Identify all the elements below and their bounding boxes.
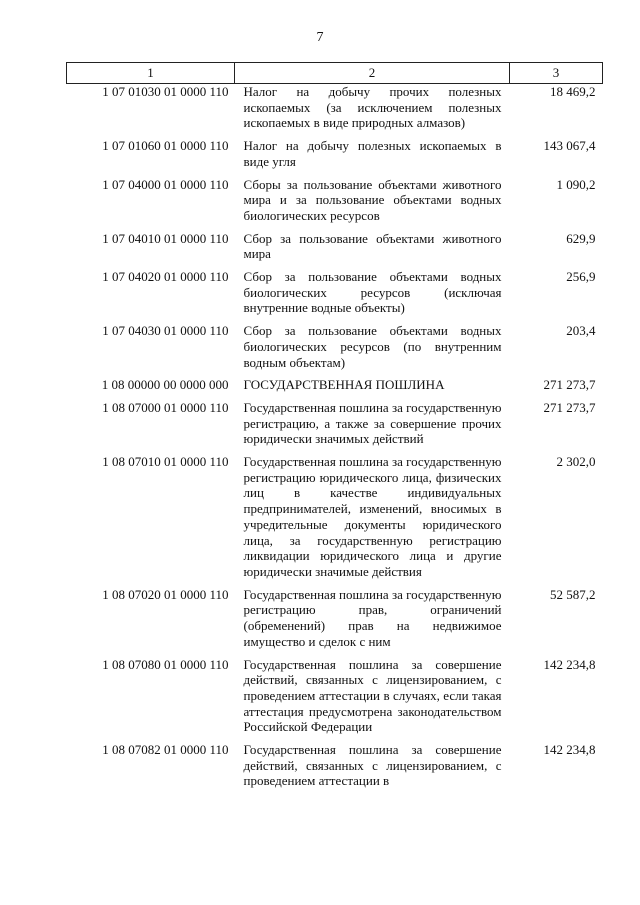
revenue-name-cell: Сбор за пользование объектами водных биологических ресурсов (по внутренним водным объектам)	[243, 323, 502, 370]
table-row	[67, 138, 603, 169]
revenue-name-cell: Государственная пошлина за совершение действий, связанных с лицензированием, с проведением аттестации в случаях, если такая аттестация предусмотрена законодательством Российской Федерации	[243, 656, 502, 735]
row-spacer	[67, 580, 603, 587]
table-header-row	[67, 63, 603, 84]
revenue-name-cell: Государственная пошлина за государственную регистрацию, а также за совершение прочих юридически значимых действий	[243, 399, 502, 447]
revenue-name-cell: ГОСУДАРСТВЕННАЯ ПОШЛИНА	[243, 377, 445, 393]
table-row	[67, 377, 603, 393]
table-row	[67, 742, 603, 789]
table-row	[67, 587, 603, 650]
amount-cell: 142 234,8	[543, 742, 596, 758]
table-row	[67, 454, 603, 580]
amount-cell: 629,9	[566, 230, 596, 246]
table-body	[67, 84, 603, 790]
amount-cell: 256,9	[566, 269, 596, 285]
budget-code-cell: 1 07 01030 01 0000 110	[102, 84, 229, 99]
budget-code-cell: 1 07 04000 01 0000 110	[102, 176, 229, 192]
amount-cell: 142 234,8	[543, 656, 596, 672]
revenue-name-cell: Сбор за пользование объектами водных биологических ресурсов (исключая внутренние водные объекты)	[243, 269, 502, 316]
row-spacer	[67, 735, 603, 742]
revenue-name-cell: Государственная пошлина за совершение действий, связанных с лицензированием, с проведением аттестации в	[243, 742, 502, 789]
budget-code-cell: 1 08 00000 00 0000 000	[101, 377, 229, 393]
revenue-name-cell: Государственная пошлина за государственную регистрацию прав, ограничений (обременений) прав на недвижимое имущество и сделок с ним	[243, 586, 502, 649]
row-spacer	[67, 170, 603, 177]
budget-revenue-table	[66, 62, 603, 789]
row-spacer	[67, 650, 603, 657]
budget-code-cell: 1 07 04030 01 0000 110	[102, 323, 229, 339]
table-row	[67, 177, 603, 224]
budget-code-cell: 1 08 07020 01 0000 110	[102, 586, 229, 602]
revenue-name-cell: Сборы за пользование объектами животного мира и за пользование объектами водных биологических ресурсов	[243, 176, 502, 223]
amount-cell: 143 067,4	[543, 138, 596, 154]
budget-code-cell: 1 08 07080 01 0000 110	[102, 656, 229, 672]
row-spacer	[67, 393, 603, 400]
revenue-name-cell: Государственная пошлина за государственную регистрацию юридического лица, физических лиц в качестве индивидуальных предпринимателей, изменений, вносимых в учредительные документы юридического лица, за государственную регистрацию ликвидации юридического лица и другие юридически значимые действия	[243, 454, 502, 579]
revenue-name-cell: Налог на добычу полезных ископаемых в виде угля	[243, 138, 502, 169]
row-spacer	[67, 131, 603, 138]
revenue-name-cell: Сбор за пользование объектами животного мира	[243, 230, 502, 262]
budget-code-cell: 1 07 04010 01 0000 110	[102, 230, 229, 246]
amount-cell: 18 469,2	[550, 84, 596, 99]
amount-cell: 1 090,2	[556, 176, 596, 192]
revenue-name-cell: Налог на добычу прочих полезных ископаемых (за исключением полезных ископаемых в виде природных алмазов)	[243, 84, 502, 131]
amount-cell: 271 273,7	[543, 399, 596, 415]
amount-cell: 2 302,0	[556, 454, 596, 470]
budget-code-cell: 1 07 01060 01 0000 110	[102, 138, 229, 154]
budget-code-cell: 1 08 07010 01 0000 110	[102, 454, 229, 470]
amount-cell: 52 587,2	[550, 586, 596, 602]
table-row	[67, 657, 603, 736]
column-header-code: 1	[67, 63, 235, 84]
amount-cell: 203,4	[566, 323, 596, 339]
budget-code-cell: 1 08 07082 01 0000 110	[102, 742, 229, 758]
row-spacer	[67, 316, 603, 323]
row-spacer	[67, 370, 603, 377]
table-row	[67, 323, 603, 370]
budget-code-cell: 1 08 07000 01 0000 110	[102, 399, 229, 415]
page-number: 7	[316, 30, 324, 45]
row-spacer	[67, 262, 603, 269]
table-row	[67, 84, 603, 132]
row-spacer	[67, 224, 603, 231]
table-row	[67, 269, 603, 316]
column-header-amount: 3	[510, 63, 603, 84]
table-row	[67, 231, 603, 262]
amount-cell: 271 273,7	[543, 377, 596, 393]
row-spacer	[67, 447, 603, 454]
table-row	[67, 400, 603, 447]
budget-code-cell: 1 07 04020 01 0000 110	[102, 269, 229, 285]
column-header-name: 2	[235, 63, 510, 84]
